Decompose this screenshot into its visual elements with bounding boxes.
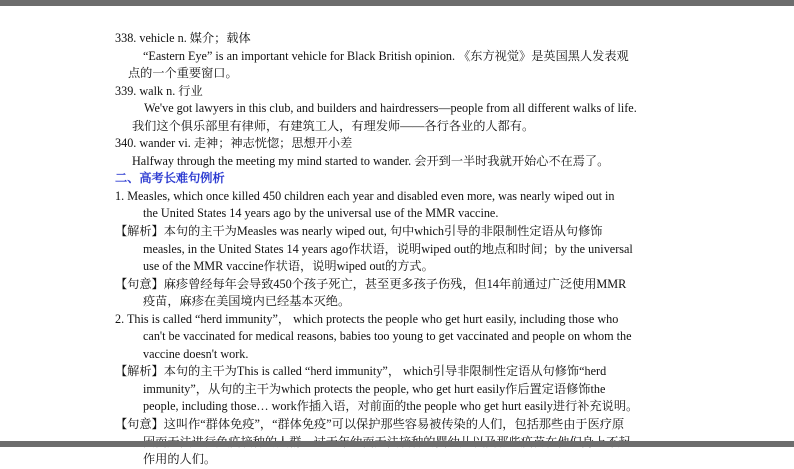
text-line: 点的一个重要窗口。	[128, 66, 238, 81]
text-line: can't be vaccinated for medical reasons, babies too young to get vaccinated and people on whom the	[143, 329, 632, 344]
text-line: 1. Measles, which once killed 450 children each year and disabled even more, was nearly wiped out in	[115, 188, 615, 203]
text-line: 【解析】本句的主干为Measles was nearly wiped out, 句中which引导的非限制性定语从句修饰	[115, 224, 603, 239]
bottom-rule	[0, 441, 794, 447]
text-line: immunity”，从句的主干为which protects the people, who get hurt easily作后置定语修饰the	[143, 381, 606, 396]
document-body	[115, 30, 785, 469]
text-line: vaccine doesn't work.	[143, 346, 249, 361]
top-rule	[0, 0, 794, 6]
text-line: 【解析】本句的主干为This is called “herd immunity”， which引导非限制性定语从句修饰“herd	[115, 364, 607, 379]
text-line: We've got lawyers in this club, and builders and hairdressers—people from all different walks of life.	[144, 101, 637, 116]
text-line: use of the MMR vaccine作状语，说明wiped out的方式。	[143, 259, 434, 274]
text-line: Halfway through the meeting my mind started to wander. 会开到一半时我就开始心不在焉了。	[132, 153, 610, 168]
text-line: measles, in the United States 14 years ago作状语，说明wiped out的地点和时间；by the universal	[143, 241, 633, 256]
text-line: 【句意】这叫作“群体免疫”，“群体免疫”可以保护那些容易被传染的人们，包括那些由于医疗原	[115, 417, 625, 432]
text-line: 2. This is called “herd immunity”， which protects the people who get hurt easily, including those who	[115, 311, 619, 326]
text-line: 【句意】麻疹曾经每年会导致450个孩子死亡，甚至更多孩子伤残，但14年前通过广泛使用MMR	[115, 276, 627, 291]
text-line: 338. vehicle n. 媒介；载体	[115, 31, 251, 45]
text-line: the United States 14 years ago by the universal use of the MMR vaccine.	[143, 206, 499, 221]
text-line: 340. wander vi. 走神；神志恍惚；思想开小差	[115, 136, 353, 151]
text-line: people, including those… work作插入语，对前面的the people who get hurt easily进行补充说明。	[143, 399, 639, 414]
text-line: 作用的人们。	[143, 452, 217, 467]
section-heading: 二、高考长难句例析	[115, 171, 225, 186]
text-line: 339. walk n. 行业	[115, 83, 203, 98]
text-line: 疫苗，麻疹在美国境内已经基本灭绝。	[143, 294, 351, 309]
text-line: 我们这个俱乐部里有律师，有建筑工人，有理发师——各行各业的人都有。	[132, 118, 535, 133]
text-line: “Eastern Eye” is an important vehicle for Black British opinion. 《东方视觉》是英国黑人发表观	[143, 48, 629, 63]
